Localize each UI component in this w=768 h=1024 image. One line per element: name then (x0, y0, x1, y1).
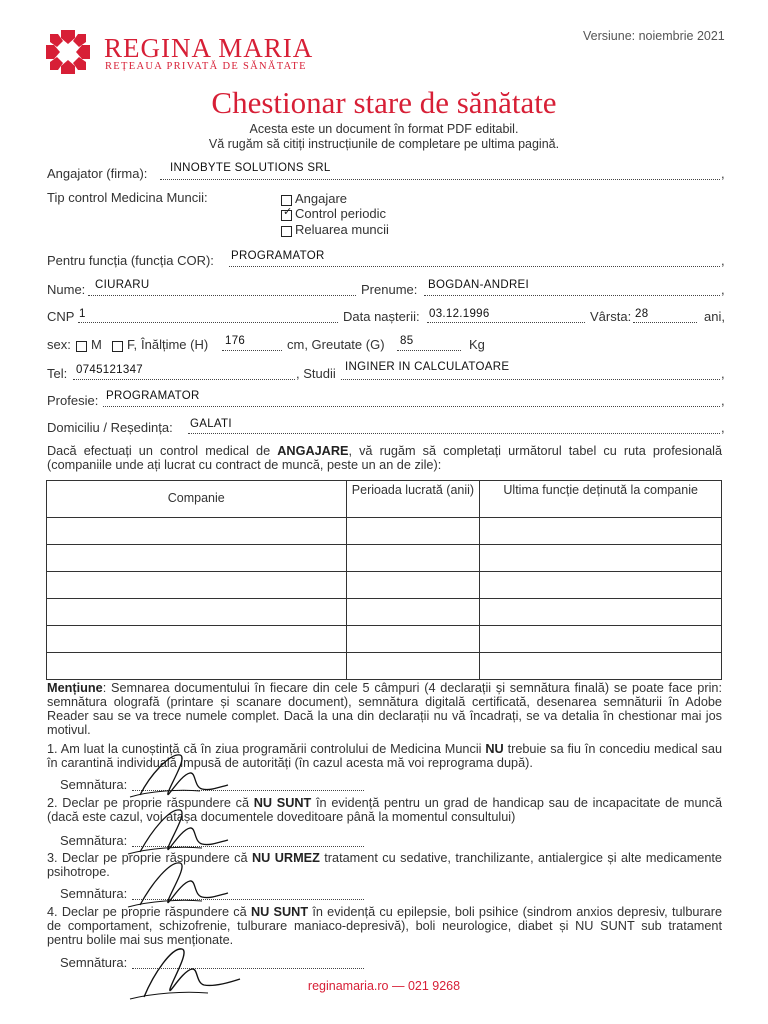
studii-dotline (341, 379, 720, 380)
profesie-field[interactable]: PROGRAMATOR (106, 390, 200, 402)
cm-greutate-label: cm, Greutate (G) (287, 337, 385, 352)
option-reluarea-muncii-label: Reluarea muncii (295, 222, 389, 237)
signature-label: Semnătura: (60, 886, 128, 901)
declaration-2: 2. Declar pe proprie răspundere că NU SUNT în evidență pentru un grad de handicap sau de incapacitate de muncă (dacă este cazul, voi atașa documentele doveditoare până la momentul consultului) (47, 796, 722, 824)
cnp-dotline (78, 322, 338, 323)
table-row (47, 518, 722, 545)
data-nasterii-field[interactable]: 03.12.1996 (429, 308, 490, 320)
checkbox-angajare[interactable] (281, 195, 292, 206)
handwritten-signature-icon (110, 935, 250, 1005)
comma: , (721, 253, 725, 268)
ruta-profesionala-table (46, 480, 722, 680)
table-cell[interactable] (346, 518, 480, 545)
comma: , (721, 420, 725, 435)
table-cell[interactable] (346, 545, 480, 572)
table-row (47, 572, 722, 599)
tel-dotline (73, 379, 295, 380)
tel-field[interactable]: 0745121347 (76, 364, 143, 376)
table-cell[interactable] (480, 599, 722, 626)
page-title: Chestionar stare de sănătate (211, 85, 557, 120)
table-header-companie: Companie (47, 481, 347, 518)
brand-tagline: REȚEAUA PRIVATĂ DE SĂNĂTATE (105, 61, 307, 72)
table-cell[interactable] (346, 572, 480, 599)
table-cell[interactable] (47, 545, 347, 572)
checkbox-sex-f[interactable] (112, 341, 123, 352)
check-icon: ✓ (283, 206, 293, 218)
domiciliu-field[interactable]: GALATI (190, 418, 232, 430)
declaration-3: 3. Declar pe proprie răspundere că NU URMEZ tratament cu sedative, tranchilizante, antialergice și alte medicamente psihotrope. (47, 851, 722, 879)
table-cell[interactable] (47, 518, 347, 545)
sex-label: sex: (47, 337, 71, 352)
checkbox-sex-m[interactable] (76, 341, 87, 352)
comma: , (721, 166, 725, 181)
table-cell[interactable] (480, 518, 722, 545)
footer-contact: reginamaria.ro — 021 9268 (307, 979, 461, 993)
handwritten-signature-icon (110, 800, 240, 860)
handwritten-signature-icon (110, 853, 240, 913)
table-header-functie: Ultima funcție deținută la companie (480, 481, 722, 518)
angajator-dotline (160, 179, 720, 180)
kg-label: Kg (469, 337, 485, 352)
comma: , (721, 282, 725, 297)
signature-label: Semnătura: (60, 955, 128, 970)
signature-label: Semnătura: (60, 833, 128, 848)
nume-label: Nume: (47, 282, 86, 297)
functia-label: Pentru funcția (funcția COR): (47, 253, 214, 268)
handwritten-signature-icon (110, 745, 240, 805)
nume-field[interactable]: CIURARU (95, 279, 150, 291)
table-cell[interactable] (480, 626, 722, 653)
data-nasterii-dotline (427, 322, 585, 323)
angajator-label: Angajator (firma): (47, 166, 148, 181)
prenume-dotline (424, 295, 720, 296)
table-cell[interactable] (346, 653, 480, 680)
table-cell[interactable] (480, 545, 722, 572)
checkbox-control-periodic[interactable] (281, 206, 293, 221)
domiciliu-label: Domiciliu / Reședința: (47, 420, 173, 435)
angajator-field[interactable]: INNOBYTE SOLUTIONS SRL (170, 162, 331, 174)
declaration-4: 4. Declar pe proprie răspundere că NU SUNT în evidență cu epilepsie, boli psihice (sindrom anxios depresiv, tulburare de comportament, schizofrenie, tulburare maniaco-depresivă), boli neurologice, diabet și NU SUNT sub tratament pentru bolile mai sus menționate. (47, 905, 723, 947)
checkbox-reluarea-muncii[interactable] (281, 226, 292, 237)
nume-dotline (88, 295, 356, 296)
varsta-field[interactable]: 28 (635, 308, 649, 320)
inaltime-field[interactable]: 176 (225, 335, 246, 347)
ani-label: ani, (704, 309, 725, 324)
table-row (47, 653, 722, 680)
functia-field[interactable]: PROGRAMATOR (231, 250, 325, 262)
varsta-dotline (633, 322, 697, 323)
table-row (47, 599, 722, 626)
table-cell[interactable] (346, 599, 480, 626)
option-angajare-label: Angajare (295, 191, 348, 206)
mentiune-paragraph: Mențiune: Semnarea documentului în fiecare din cele 5 câmpuri (4 declarații și semnătura finală) se poate face prin: semnătura olografă (printare și scanare document), semnătura digitală certificată, desenarea semnăturii în Adobe Reader sau se va trece numele complet. Dacă la una din declarații nu vă încadrați, se va detalia în chestionar mai jos motivul. (47, 681, 722, 737)
table-cell[interactable] (47, 626, 347, 653)
greutate-dotline (397, 350, 461, 351)
table-cell[interactable] (47, 572, 347, 599)
data-nasterii-label: Data nașterii: (343, 309, 420, 324)
table-cell[interactable] (346, 626, 480, 653)
table-cell[interactable] (480, 572, 722, 599)
comma: , (721, 366, 725, 381)
cnp-label: CNP (47, 309, 75, 324)
inaltime-dotline (222, 350, 282, 351)
table-header-perioada: Perioada lucrată (anii) (346, 481, 480, 518)
sex-f-label: F, (127, 337, 138, 352)
tip-control-label: Tip control Medicina Muncii: (47, 190, 208, 205)
table-cell[interactable] (47, 653, 347, 680)
greutate-field[interactable]: 85 (400, 335, 414, 347)
option-control-periodic-label: Control periodic (295, 206, 387, 221)
version-label: Versiune: noiembrie 2021 (583, 29, 725, 43)
brand-name: REGINA MARIA (104, 33, 314, 63)
sex-m-label: M (91, 337, 102, 352)
tel-label: Tel: (47, 366, 68, 381)
cnp-field[interactable]: 1 (79, 308, 86, 320)
prenume-field[interactable]: BOGDAN-ANDREI (428, 279, 530, 291)
domiciliu-dotline (188, 433, 720, 434)
table-cell[interactable] (47, 599, 347, 626)
table-row (47, 626, 722, 653)
functia-dotline (229, 266, 720, 267)
declaration-1: 1. Am luat la cunoștință că în ziua programării controlului de Medicina Muncii NU trebuie sa fiu în concediu medical sau în carantină individuală impusă de autorități (în cazul acesta mă voi reprograma după). (47, 742, 722, 770)
subtitle-line-2: Vă rugăm să citiți instrucțiunile de completare pe ultima pagină. (208, 137, 560, 151)
studii-field[interactable]: INGINER IN CALCULATOARE (345, 361, 510, 373)
angajare-note: Dacă efectuați un control medical de ANGAJARE, vă rugăm să completați următorul tabel cu ruta profesională (companiile unde ați lucrat cu contract de muncă, peste un an de zile): (47, 444, 722, 472)
prenume-label: Prenume: (361, 282, 418, 297)
comma: , (721, 393, 725, 408)
table-row (47, 545, 722, 572)
profesie-label: Profesie: (47, 393, 99, 408)
profesie-dotline (103, 406, 720, 407)
table-header-row (47, 481, 722, 518)
subtitle-line-1: Acesta este un document în format PDF editabil. (249, 122, 519, 136)
regina-maria-logo-icon (44, 28, 92, 76)
studii-label: , Studii (296, 366, 336, 381)
table-cell[interactable] (480, 653, 722, 680)
inaltime-label: Înălțime (H) (141, 337, 209, 352)
varsta-label: Vârsta: (590, 309, 632, 324)
signature-label: Semnătura: (60, 777, 128, 792)
